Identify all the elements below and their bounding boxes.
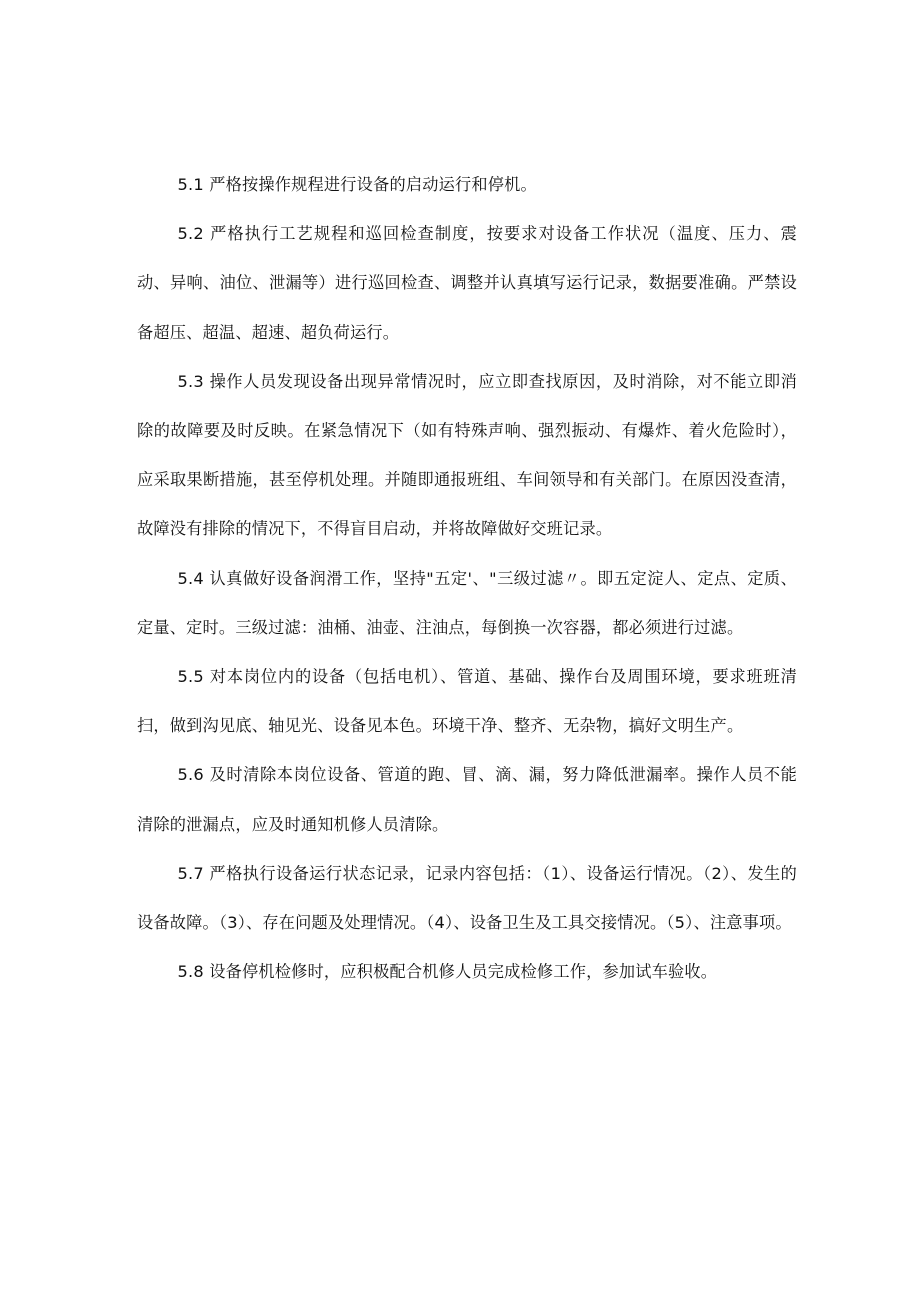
paragraph-5-8: 5.8 设备停机检修时，应积极配合机修人员完成检修工作，参加试车验收。	[177, 962, 718, 982]
paragraph-5-5: 5.5 对本岗位内的设备（包括电机）、管道、基础、操作台及周围环境，要求班班清扫，做到沟见底、轴见光、设备见本色。环境干净、整齐、无杂物，搞好文明生产。	[137, 667, 797, 736]
document-body	[137, 160, 797, 996]
paragraph-5-7: 5.7 严格执行设备运行状态记录，记录内容包括：（1）、设备运行情况。（2）、发生的设备故障。（3）、存在问题及处理情况。（4）、设备卫生及工具交接情况。（5）、注意事项。	[137, 863, 797, 933]
paragraph-5-2: 5.2 严格执行工艺规程和巡回检查制度，按要求对设备工作状况（温度、压力、震动、异响、油位、泄漏等）进行巡回检查、调整并认真填写运行记录，数据要准确。严禁设备超压、超温、超速、超负荷运行。	[137, 224, 797, 342]
paragraph-5-1: 5.1 严格按操作规程进行设备的启动运行和停机。	[177, 175, 537, 194]
paragraph-5-4: 5.4 认真做好设备润滑工作，坚持"五定'、"三级过滤〃。即五定淀人、定点、定质、定量、定时。三级过滤：油桶、油壶、注油点，每倒换一次容器，都必须进行过滤。	[137, 568, 797, 637]
paragraph-5-3: 5.3 操作人员发现设备出现异常情况时，应立即查找原因，及时消除，对不能立即消除的故障要及时反映。在紧急情况下（如有特殊声响、强烈振动、有爆炸、着火危险时），应采取果断措施，甚至停机处理。并随即通报班组、车间领导和有关部门。在原因没查清，故障没有排除的情况下，不得盲目启动，并将故障做好交班记录。	[137, 371, 797, 539]
paragraph-5-6: 5.6 及时清除本岗位设备、管道的跑、冒、滴、漏，努力降低泄漏率。操作人员不能清除的泄漏点，应及时通知机修人员清除。	[137, 765, 797, 834]
